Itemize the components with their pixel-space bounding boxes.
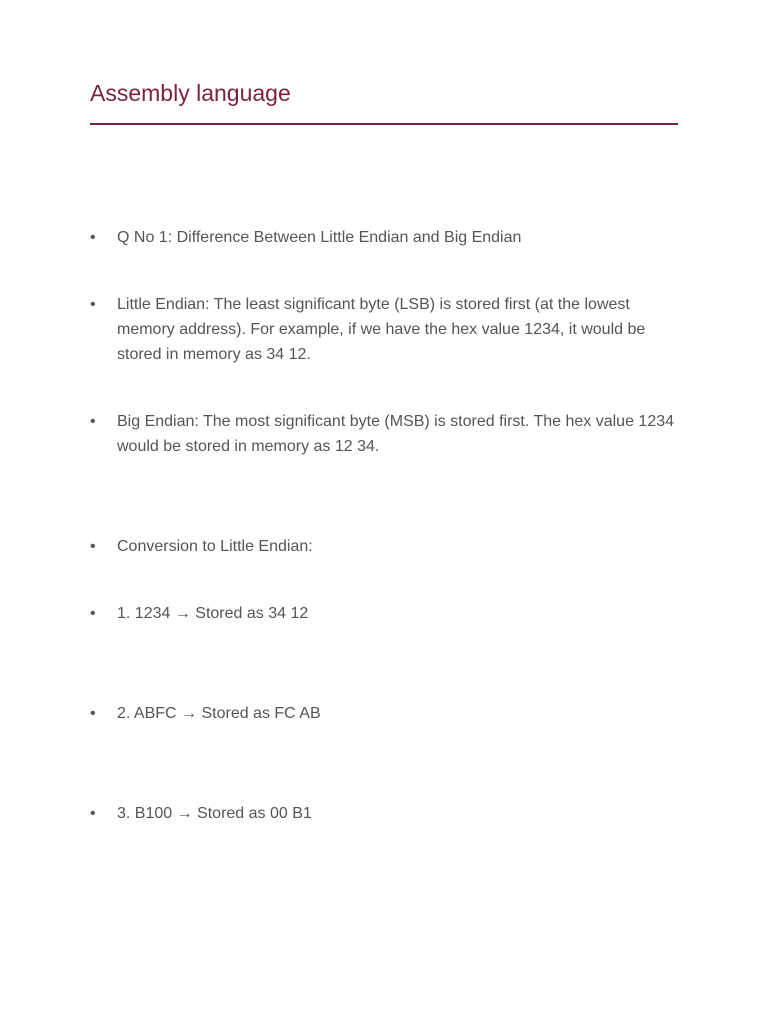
list-item [90,292,678,367]
list-item-text: 3. B100 → Stored as 00 B1 [117,805,312,822]
title-underline [90,123,678,125]
bullet-icon: • [90,538,96,555]
list-item-text: 1. 1234 → Stored as 34 12 [117,605,309,622]
bullet-icon: • [90,605,96,622]
list-item [90,801,678,826]
bullet-icon: • [90,705,96,722]
list-item-text: 2. ABFC → Stored as FC AB [117,705,321,722]
list-item-text: Q No 1: Difference Between Little Endian and Big Endian [117,229,522,246]
list-item [90,601,678,626]
list-item [90,534,678,559]
document-title: Assembly language [90,80,291,106]
bullet-icon: • [90,805,96,822]
list-item [90,701,678,726]
bullet-icon: • [90,229,96,246]
bullet-icon: • [90,413,96,430]
list-item [90,409,678,459]
list-item-text: Conversion to Little Endian: [117,538,313,555]
list-item [90,225,678,250]
bullet-icon: • [90,296,96,313]
list-item-text: Big Endian: The most significant byte (MSB) is stored first. The hex value 1234 would be stored in memory as 12 34. [117,413,675,455]
list-item-text: Little Endian: The least significant byte (LSB) is stored first (at the lowest memory address). For example, if we have the hex value 1234, it would be stored in memory as 34 12. [117,296,646,363]
